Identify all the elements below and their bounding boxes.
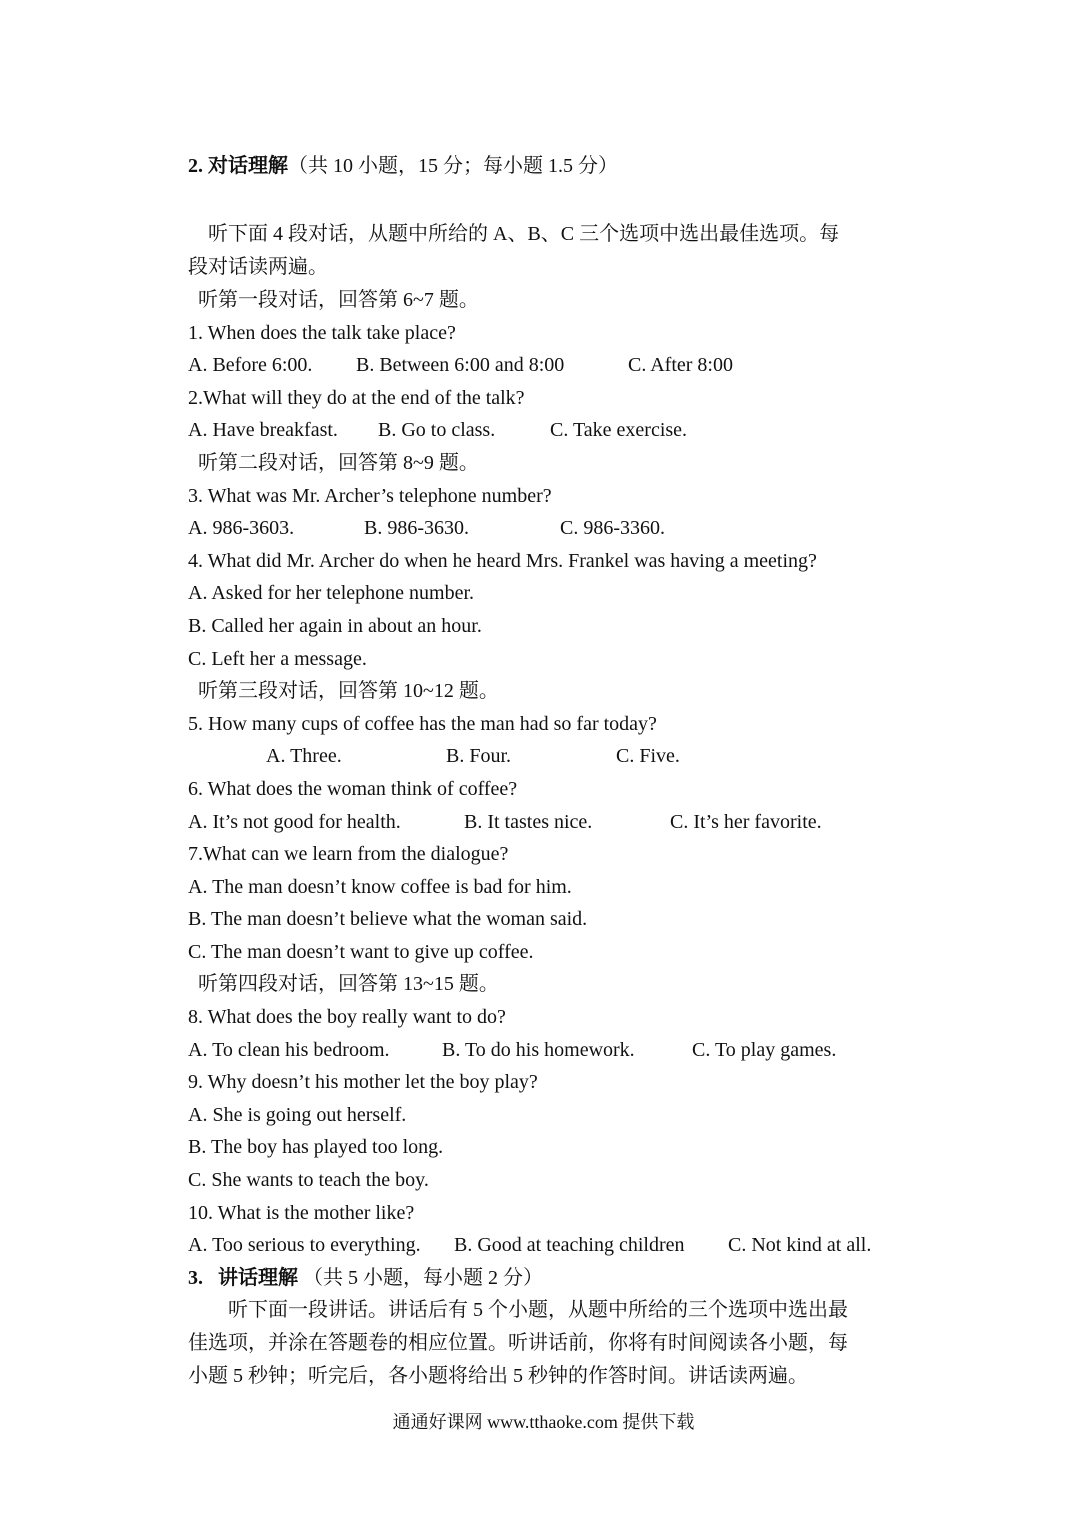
question-8-option-b: B. To do his homework. (442, 1038, 635, 1061)
question-3-option-a: A. 986-3603. (188, 517, 295, 540)
dialogue-4-heading: 听第四段对话，回答第 13~15 题。 (198, 973, 499, 996)
section-3-instruction-line-2: 佳选项，并涂在答题卷的相应位置。听讲话前，你将有时间阅读各小题，每 (188, 1331, 848, 1354)
dialogue-3-heading: 听第三段对话，回答第 10~12 题。 (198, 680, 499, 703)
section-3-instruction-line-1: 听下面一段讲话。讲话后有 5 个小题，从题中所给的三个选项中选出最 (228, 1298, 848, 1321)
spacer (188, 182, 918, 218)
question-4-option-c: C. Left her a message. (188, 647, 367, 670)
section-2-note: （共 10 小题，15 分；每小题 1.5 分） (288, 155, 618, 177)
question-5-options (188, 740, 918, 773)
question-10: 10. What is the mother like? (188, 1201, 415, 1224)
question-3-option-c: C. 986-3360. (560, 517, 665, 540)
section-2-number: 2. (188, 155, 203, 177)
question-4-option-a: A. Asked for her telephone number. (188, 582, 475, 605)
question-3-options (188, 512, 918, 545)
question-2-option-b: B. Go to class. (378, 419, 496, 442)
question-1: 1. When does the talk take place? (188, 321, 456, 344)
question-6-option-b: B. It tastes nice. (464, 810, 593, 833)
question-2-options (188, 414, 918, 447)
question-6-option-c: C. It’s her favorite. (670, 810, 822, 833)
question-2: 2.What will they do at the end of the talk? (188, 386, 525, 409)
question-1-options (188, 349, 918, 382)
question-9-option-c: C. She wants to teach the boy. (188, 1169, 429, 1192)
section-2-title: 对话理解 (208, 155, 288, 177)
section-3-note: （共 5 小题，每小题 2 分） (303, 1266, 543, 1289)
page-footer: 通通好课网 www.tthaoke.com 提供下载 (392, 1412, 695, 1432)
question-5-option-c: C. Five. (616, 745, 680, 768)
section-3-instruction-line-3: 小题 5 秒钟；听完后，各小题将给出 5 秒钟的作答时间。讲话读两遍。 (188, 1364, 808, 1387)
exam-page (188, 150, 918, 1393)
question-8-option-c: C. To play games. (692, 1038, 837, 1061)
question-5-option-b: B. Four. (446, 745, 512, 768)
question-4: 4. What did Mr. Archer do when he heard Mrs. Frankel was having a meeting? (188, 549, 817, 572)
question-10-option-b: B. Good at teaching children (454, 1234, 685, 1257)
question-7-option-c: C. The man doesn’t want to give up coffee. (188, 940, 534, 963)
question-2-option-c: C. Take exercise. (550, 419, 688, 442)
question-4-option-b: B. Called her again in about an hour. (188, 614, 482, 637)
question-1-option-a: A. Before 6:00. (188, 354, 313, 377)
question-6-option-a: A. It’s not good for health. (188, 810, 401, 833)
section-2-instruction-line-1: 听下面 4 段对话，从题中所给的 A、B、C 三个选项中选出最佳选项。每 (208, 223, 840, 245)
section-2-instruction-line-2: 段对话读两遍。 (188, 256, 328, 278)
question-5-option-a: A. Three. (266, 745, 342, 768)
section-3-title: 讲话理解 (218, 1266, 298, 1289)
question-9: 9. Why doesn’t his mother let the boy play? (188, 1071, 538, 1094)
question-9-option-a: A. She is going out herself. (188, 1103, 407, 1126)
question-5: 5. How many cups of coffee has the man had so far today? (188, 712, 657, 735)
question-7: 7.What can we learn from the dialogue? (188, 843, 509, 866)
question-8-options (188, 1034, 918, 1067)
question-10-options (188, 1229, 918, 1262)
question-7-option-a: A. The man doesn’t know coffee is bad for him. (188, 875, 572, 898)
question-6: 6. What does the woman think of coffee? (188, 777, 518, 800)
section-3-heading (188, 1262, 918, 1294)
question-3-option-b: B. 986-3630. (364, 517, 469, 540)
dialogue-2-heading: 听第二段对话，回答第 8~9 题。 (198, 451, 479, 474)
question-2-option-a: A. Have breakfast. (188, 419, 338, 442)
question-3: 3. What was Mr. Archer’s telephone number? (188, 484, 552, 507)
section-2-heading (188, 150, 918, 182)
section-3-number: 3. (188, 1266, 203, 1289)
question-7-option-b: B. The man doesn’t believe what the woman said. (188, 908, 588, 931)
question-10-option-c: C. Not kind at all. (728, 1234, 872, 1257)
question-6-options (188, 806, 918, 839)
question-10-option-a: A. Too serious to everything. (188, 1234, 421, 1257)
question-1-option-b: B. Between 6:00 and 8:00 (356, 354, 565, 377)
dialogue-1-heading: 听第一段对话，回答第 6~7 题。 (198, 289, 479, 311)
question-8: 8. What does the boy really want to do? (188, 1006, 506, 1029)
question-9-option-b: B. The boy has played too long. (188, 1136, 444, 1159)
question-1-option-c: C. After 8:00 (628, 354, 733, 377)
question-8-option-a: A. To clean his bedroom. (188, 1038, 390, 1061)
